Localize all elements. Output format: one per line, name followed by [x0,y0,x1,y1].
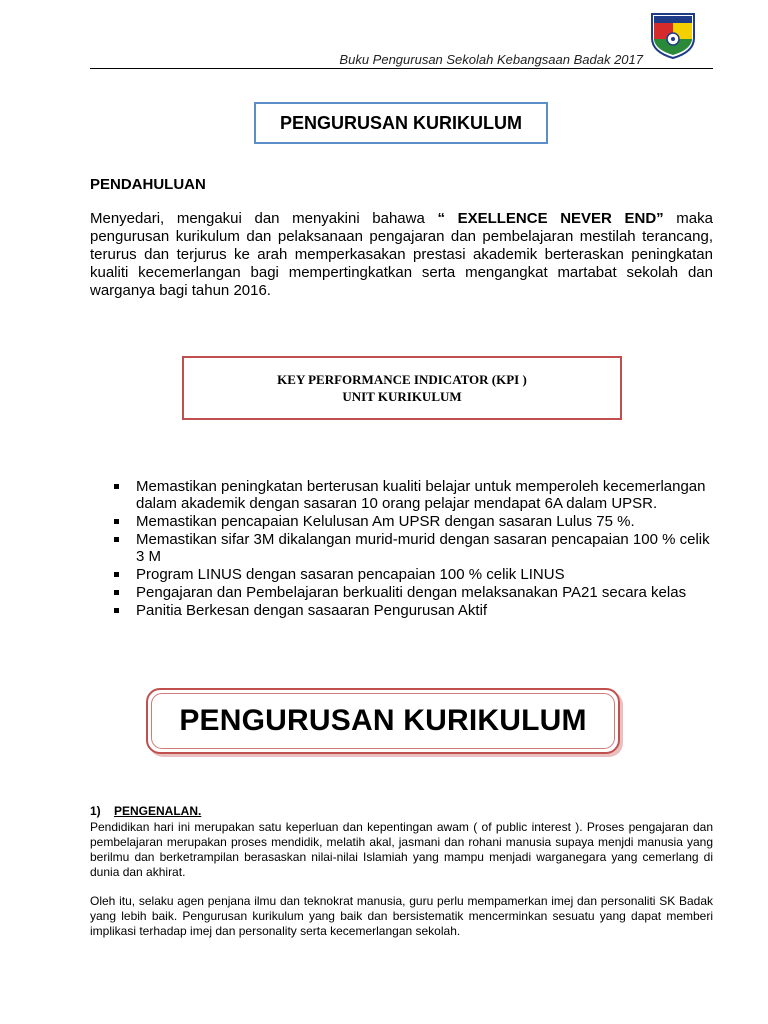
bullet-icon [114,484,119,489]
school-crest-icon [650,12,696,60]
kpi-item [112,478,717,512]
intro-heading: PENDAHULUAN [90,176,206,193]
kpi-item-text: Memastikan peningkatan berterusan kualiti belajar untuk memperoleh kecemerlangan dalam akademik dengan sasaran 10 orang pelajar mendapat 6A dalam UPSR. [136,478,706,512]
intro-emphasis: “ EXELLENCE NEVER END” [437,210,664,227]
banner-title: PENGURUSAN KURIKULUM [179,704,587,737]
kpi-item-text: Panitia Berkesan dengan sasaaran Pengurusan Aktif [136,602,488,619]
kpi-item-text: Memastikan sifar 3M dikalangan murid-murid dengan sasaran pencapaian 100 % celik 3 M [136,531,710,565]
kpi-item [112,566,717,583]
kpi-item [112,531,717,565]
kpi-item-text: Memastikan pencapaian Kelulusan Am UPSR dengan sasaran Lulus 75 %. [136,513,635,530]
section-banner [146,688,620,754]
header-divider [90,68,713,69]
kpi-item-text: Program LINUS dengan sasaran pencapaian 100 % celik LINUS [136,566,565,583]
bullet-icon [114,572,119,577]
section-title: PENGENALAN. [114,804,202,818]
running-header: Buku Pengurusan Sekolah Kebangsaan Badak 2017 [339,52,643,67]
section-paragraph: Oleh itu, selaku agen penjana ilmu dan teknokrat manusia, guru perlu mempamerkan imej dan personaliti SK Badak yang lebih baik. Pengurusan kurikulum yang baik dan bersistematik mencerminkan sesuatu yang dapat memberi implikasi terhadap imej dan personality serta kecemerlangan sekolah. [90,894,713,938]
intro-paragraph [90,210,713,300]
kpi-subtitle: UNIT KURIKULUM [342,389,462,404]
intro-text-after: maka pengurusan kurikulum dan pelaksanaan pengajaran dan pembelajaran mestilah terancang, terurus dan terjurus ke arah memperkasakan prestasi akademik berteraskan peningkatan kualiti kecemerlangan bagi mempertingkatkan serta mengangkat martabat sekolah dan warganya bagi tahun 2016. [90,210,713,299]
kpi-title: KEY PERFORMANCE INDICATOR (KPI ) [277,372,527,387]
intro-text-before: Menyedari, mengakui dan menyakini bahawa [90,210,438,227]
kpi-item [112,584,717,601]
section-number: 1) [90,804,101,818]
kpi-list [112,478,717,620]
kpi-box [182,356,622,420]
bullet-icon [114,537,119,542]
title-box [254,102,548,144]
page-title: PENGURUSAN KURIKULUM [280,112,522,133]
kpi-item [112,602,717,619]
kpi-item-text: Pengajaran dan Pembelajaran berkualiti dengan melaksanakan PA21 secara kelas [136,584,687,601]
section-paragraph: Pendidikan hari ini merupakan satu keperluan dan kepentingan awam ( of public interest ). Proses pengajaran dan pembelajaran merupakan proses mendidik, melatih akal, jasmani dan rohani manusia supaya menjdi manusia yang berilmu dan berketrampilan berasaskan nilai-nilai Islamiah yang mampu menjadi warganegara yang cemerlang di dunia dan akhirat. [90,820,713,879]
bullet-icon [114,608,119,613]
bullet-icon [114,590,119,595]
section-heading [90,804,201,818]
bullet-icon [114,519,119,524]
kpi-item [112,513,717,530]
